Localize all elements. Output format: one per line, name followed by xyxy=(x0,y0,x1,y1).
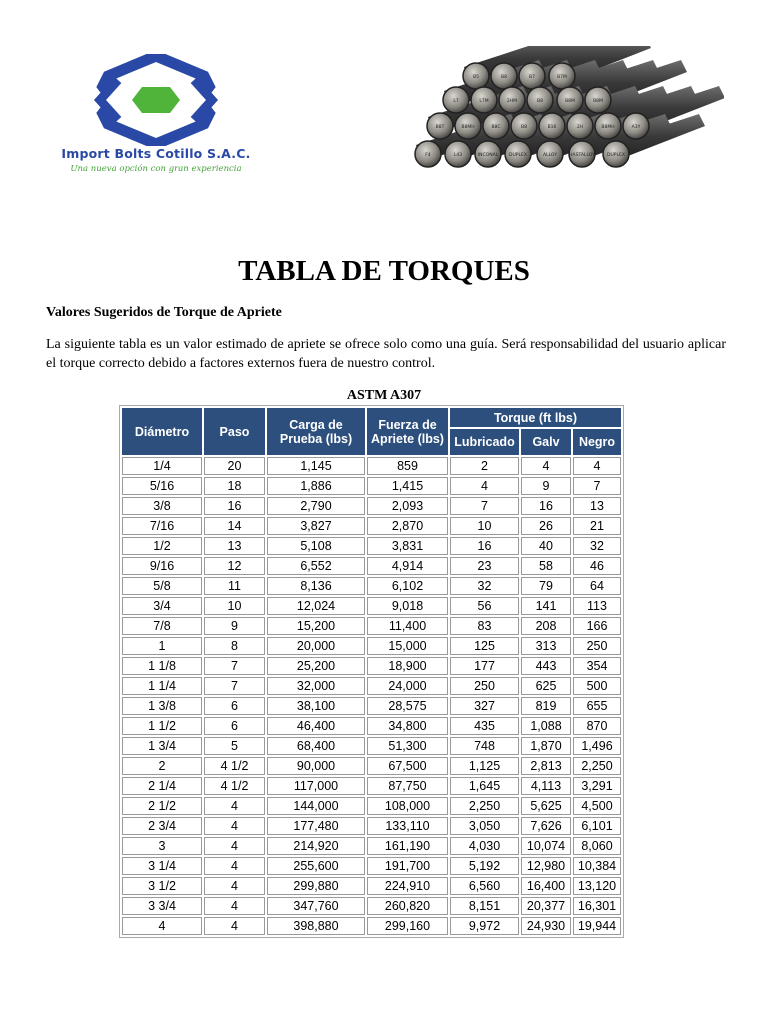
table-row xyxy=(122,717,621,735)
cell-paso: 4 xyxy=(204,917,265,935)
cell-negro: 113 xyxy=(573,597,621,615)
cell-paso: 13 xyxy=(204,537,265,555)
cell-galv: 24,930 xyxy=(521,917,571,935)
cell-paso: 16 xyxy=(204,497,265,515)
cell-lubricado: 8,151 xyxy=(450,897,519,915)
cell-galv: 58 xyxy=(521,557,571,575)
cell-negro: 4,500 xyxy=(573,797,621,815)
cell-paso: 7 xyxy=(204,657,265,675)
company-logo xyxy=(44,54,268,179)
disclaimer-paragraph: La siguiente tabla es un valor estimado de apriete se ofrece solo como una guía. Será responsabilidad del usuario aplicar el torque correcto debido a factores externos fuera de nuestro control. xyxy=(46,337,726,371)
table-body xyxy=(122,457,621,935)
cell-lubricado: 327 xyxy=(450,697,519,715)
cell-lubricado: 2,250 xyxy=(450,797,519,815)
table-row xyxy=(122,617,621,635)
cell-paso: 4 1/2 xyxy=(204,757,265,775)
bolt-head-label: L7M xyxy=(479,99,489,104)
cell-galv: 1,088 xyxy=(521,717,571,735)
cell-carga: 38,100 xyxy=(267,697,365,715)
table-row xyxy=(122,497,621,515)
cell-carga: 2,790 xyxy=(267,497,365,515)
cell-negro: 2,250 xyxy=(573,757,621,775)
cell-galv: 10,074 xyxy=(521,837,571,855)
cell-lubricado: 56 xyxy=(450,597,519,615)
bolt-head-label: DUPLEX xyxy=(509,153,527,158)
cell-paso: 14 xyxy=(204,517,265,535)
bolt-head xyxy=(505,141,531,167)
header-galv: Galv xyxy=(521,429,571,455)
cell-negro: 3,291 xyxy=(573,777,621,795)
bolt-head-label: B8C xyxy=(491,125,501,130)
bolt-head xyxy=(463,63,489,89)
cell-carga: 25,200 xyxy=(267,657,365,675)
cell-diametro: 2 1/4 xyxy=(122,777,202,795)
cell-diametro: 7/16 xyxy=(122,517,202,535)
table-row xyxy=(122,677,621,695)
table-row xyxy=(122,817,621,835)
cell-paso: 5 xyxy=(204,737,265,755)
bolt-head-label: L7 xyxy=(453,99,459,104)
cell-negro: 870 xyxy=(573,717,621,735)
cell-carga: 12,024 xyxy=(267,597,365,615)
cell-paso: 20 xyxy=(204,457,265,475)
cell-fuerza: 24,000 xyxy=(367,677,448,695)
bolt-head-label: INCONAL xyxy=(477,153,499,158)
cell-fuerza: 11,400 xyxy=(367,617,448,635)
bolt-head xyxy=(445,141,471,167)
cell-fuerza: 108,000 xyxy=(367,797,448,815)
table-row xyxy=(122,597,621,615)
cell-paso: 9 xyxy=(204,617,265,635)
cell-fuerza: 161,190 xyxy=(367,837,448,855)
cell-galv: 2,813 xyxy=(521,757,571,775)
bolt-head xyxy=(603,141,629,167)
header-fuerza-apriete: Fuerza de Apriete (lbs) xyxy=(367,408,448,455)
table-row xyxy=(122,637,621,655)
cell-carga: 1,145 xyxy=(267,457,365,475)
cell-fuerza: 191,700 xyxy=(367,857,448,875)
cell-galv: 141 xyxy=(521,597,571,615)
bolt-head-label: B8 xyxy=(501,75,507,80)
cell-carga: 68,400 xyxy=(267,737,365,755)
cell-fuerza: 4,914 xyxy=(367,557,448,575)
cell-lubricado: 23 xyxy=(450,557,519,575)
cell-diametro: 1 1/8 xyxy=(122,657,202,675)
bolt-head-label: B8M xyxy=(565,99,575,104)
bolt-head-label: 2HM xyxy=(506,99,518,104)
cell-fuerza: 18,900 xyxy=(367,657,448,675)
table-row xyxy=(122,477,621,495)
cell-fuerza: 6,102 xyxy=(367,577,448,595)
cell-lubricado: 125 xyxy=(450,637,519,655)
cell-carga: 299,880 xyxy=(267,877,365,895)
bolt-head xyxy=(519,63,545,89)
cell-galv: 5,625 xyxy=(521,797,571,815)
cell-diametro: 3 1/2 xyxy=(122,877,202,895)
bolt-head-label: B8MH xyxy=(601,125,615,130)
section-subtitle: Valores Sugeridos de Torque de Apriete xyxy=(46,305,282,320)
cell-diametro: 1 1/2 xyxy=(122,717,202,735)
cell-carga: 177,480 xyxy=(267,817,365,835)
bolt-head-label: B5 xyxy=(473,75,479,80)
cell-paso: 4 xyxy=(204,897,265,915)
cell-paso: 4 xyxy=(204,857,265,875)
cell-galv: 819 xyxy=(521,697,571,715)
table-title: ASTM A307 xyxy=(346,388,422,403)
header-torque-group: Torque (ft lbs) xyxy=(450,408,621,427)
table-row xyxy=(122,657,621,675)
bolt-head-label: B8 xyxy=(521,125,527,130)
cell-negro: 13 xyxy=(573,497,621,515)
cell-carga: 347,760 xyxy=(267,897,365,915)
cell-galv: 20,377 xyxy=(521,897,571,915)
table-row xyxy=(122,777,621,795)
company-name: Import Bolts Cotillo S.A.C. xyxy=(61,146,251,161)
cell-negro: 250 xyxy=(573,637,621,655)
cell-negro: 10,384 xyxy=(573,857,621,875)
bolt-head xyxy=(443,87,469,113)
bolt-head-label: B7 xyxy=(529,75,535,80)
cell-negro: 13,120 xyxy=(573,877,621,895)
cell-galv: 12,980 xyxy=(521,857,571,875)
cell-diametro: 1 3/4 xyxy=(122,737,202,755)
table-row xyxy=(122,837,621,855)
cell-galv: 1,870 xyxy=(521,737,571,755)
cell-lubricado: 7 xyxy=(450,497,519,515)
cell-carga: 214,920 xyxy=(267,837,365,855)
cell-diametro: 9/16 xyxy=(122,557,202,575)
cell-lubricado: 83 xyxy=(450,617,519,635)
bolt-head xyxy=(537,141,563,167)
cell-negro: 64 xyxy=(573,577,621,595)
cell-galv: 40 xyxy=(521,537,571,555)
cell-carga: 90,000 xyxy=(267,757,365,775)
cell-lubricado: 6,560 xyxy=(450,877,519,895)
cell-fuerza: 87,750 xyxy=(367,777,448,795)
cell-fuerza: 28,575 xyxy=(367,697,448,715)
cell-negro: 1,496 xyxy=(573,737,621,755)
cell-carga: 6,552 xyxy=(267,557,365,575)
cell-paso: 10 xyxy=(204,597,265,615)
cell-paso: 6 xyxy=(204,717,265,735)
cell-diametro: 5/16 xyxy=(122,477,202,495)
cell-galv: 625 xyxy=(521,677,571,695)
cell-paso: 6 xyxy=(204,697,265,715)
header-paso: Paso xyxy=(204,408,265,455)
cell-paso: 4 xyxy=(204,797,265,815)
header-lubricado: Lubricado xyxy=(450,429,519,455)
cell-diametro: 2 3/4 xyxy=(122,817,202,835)
cell-carga: 3,827 xyxy=(267,517,365,535)
table-row xyxy=(122,917,621,935)
cell-carga: 5,108 xyxy=(267,537,365,555)
page-title: TABLA DE TORQUES xyxy=(238,255,530,287)
table-row xyxy=(122,517,621,535)
cell-lubricado: 4 xyxy=(450,477,519,495)
cell-galv: 4,113 xyxy=(521,777,571,795)
cell-galv: 4 xyxy=(521,457,571,475)
cell-diametro: 3/8 xyxy=(122,497,202,515)
cell-fuerza: 51,300 xyxy=(367,737,448,755)
bolt-head xyxy=(567,113,593,139)
cell-paso: 4 1/2 xyxy=(204,777,265,795)
cell-diametro: 1/4 xyxy=(122,457,202,475)
table-row xyxy=(122,537,621,555)
cell-negro: 46 xyxy=(573,557,621,575)
table-row xyxy=(122,557,621,575)
cell-diametro: 1 xyxy=(122,637,202,655)
cell-negro: 19,944 xyxy=(573,917,621,935)
bolt-head-label: HASTALLOY xyxy=(569,153,595,158)
cell-galv: 7,626 xyxy=(521,817,571,835)
cell-lubricado: 1,645 xyxy=(450,777,519,795)
cell-galv: 26 xyxy=(521,517,571,535)
cell-carga: 20,000 xyxy=(267,637,365,655)
cell-lubricado: 177 xyxy=(450,657,519,675)
cell-carga: 398,880 xyxy=(267,917,365,935)
cell-galv: 313 xyxy=(521,637,571,655)
bolt-head xyxy=(569,141,595,167)
bolt-head xyxy=(623,113,649,139)
cell-diametro: 2 xyxy=(122,757,202,775)
cell-diametro: 3 3/4 xyxy=(122,897,202,915)
cell-lubricado: 5,192 xyxy=(450,857,519,875)
cell-paso: 4 xyxy=(204,877,265,895)
cell-negro: 166 xyxy=(573,617,621,635)
cell-carga: 32,000 xyxy=(267,677,365,695)
cell-negro: 354 xyxy=(573,657,621,675)
cell-paso: 4 xyxy=(204,837,265,855)
hexagon-logo-icon xyxy=(44,54,268,146)
torque-table xyxy=(119,405,624,938)
table-row xyxy=(122,457,621,475)
cell-negro: 7 xyxy=(573,477,621,495)
bolt-head xyxy=(549,63,575,89)
bolt-head-label: ALLOY xyxy=(543,153,557,158)
cell-diametro: 3 xyxy=(122,837,202,855)
cell-diametro: 5/8 xyxy=(122,577,202,595)
company-tagline: Una nueva opción con gran experiencia xyxy=(70,164,242,174)
cell-fuerza: 2,870 xyxy=(367,517,448,535)
cell-fuerza: 34,800 xyxy=(367,717,448,735)
bolt-head xyxy=(415,141,441,167)
cell-fuerza: 2,093 xyxy=(367,497,448,515)
cell-lubricado: 10 xyxy=(450,517,519,535)
cell-negro: 500 xyxy=(573,677,621,695)
bolt-head xyxy=(475,141,501,167)
cell-diametro: 4 xyxy=(122,917,202,935)
cell-negro: 655 xyxy=(573,697,621,715)
bolt-head xyxy=(557,87,583,113)
cell-diametro: 1 3/8 xyxy=(122,697,202,715)
cell-fuerza: 15,000 xyxy=(367,637,448,655)
header-carga-prueba: Carga de Prueba (lbs) xyxy=(267,408,365,455)
cell-negro: 16,301 xyxy=(573,897,621,915)
bolt-head-label: L43 xyxy=(453,153,463,158)
cell-carga: 46,400 xyxy=(267,717,365,735)
cell-galv: 9 xyxy=(521,477,571,495)
bolt-head-label: B8MH xyxy=(461,125,475,130)
cell-carga: 8,136 xyxy=(267,577,365,595)
cell-galv: 208 xyxy=(521,617,571,635)
bolt-head xyxy=(585,87,611,113)
cell-fuerza: 67,500 xyxy=(367,757,448,775)
cell-paso: 11 xyxy=(204,577,265,595)
bolt-head xyxy=(427,113,453,139)
bolt-head xyxy=(511,113,537,139)
cell-negro: 32 xyxy=(573,537,621,555)
table-row xyxy=(122,877,621,895)
bolt-head xyxy=(455,113,481,139)
cell-galv: 16,400 xyxy=(521,877,571,895)
cell-fuerza: 1,415 xyxy=(367,477,448,495)
cell-carga: 117,000 xyxy=(267,777,365,795)
cell-diametro: 2 1/2 xyxy=(122,797,202,815)
cell-carga: 144,000 xyxy=(267,797,365,815)
cell-negro: 6,101 xyxy=(573,817,621,835)
cell-fuerza: 133,110 xyxy=(367,817,448,835)
cell-lubricado: 4,030 xyxy=(450,837,519,855)
bolt-head-label: B8T xyxy=(435,125,445,130)
cell-lubricado: 3,050 xyxy=(450,817,519,835)
cell-fuerza: 9,018 xyxy=(367,597,448,615)
cell-diametro: 3 1/4 xyxy=(122,857,202,875)
bolt-head-label: B8 xyxy=(537,99,543,104)
cell-fuerza: 299,160 xyxy=(367,917,448,935)
table-row xyxy=(122,797,621,815)
cell-negro: 21 xyxy=(573,517,621,535)
cell-lubricado: 748 xyxy=(450,737,519,755)
cell-lubricado: 250 xyxy=(450,677,519,695)
cell-fuerza: 859 xyxy=(367,457,448,475)
header-diametro: Diámetro xyxy=(122,408,202,455)
bolt-head xyxy=(483,113,509,139)
cell-lubricado: 435 xyxy=(450,717,519,735)
table-row xyxy=(122,737,621,755)
bolts-photo xyxy=(406,46,724,218)
bolt-head-label: B16 xyxy=(547,125,557,130)
cell-carga: 1,886 xyxy=(267,477,365,495)
cell-diametro: 7/8 xyxy=(122,617,202,635)
cell-lubricado: 2 xyxy=(450,457,519,475)
cell-diametro: 1 1/4 xyxy=(122,677,202,695)
cell-galv: 16 xyxy=(521,497,571,515)
cell-lubricado: 1,125 xyxy=(450,757,519,775)
cell-fuerza: 224,910 xyxy=(367,877,448,895)
table-row xyxy=(122,697,621,715)
bolt-head-label: DUPLEX xyxy=(607,153,625,158)
cell-negro: 8,060 xyxy=(573,837,621,855)
table-row xyxy=(122,897,621,915)
bolt-head xyxy=(539,113,565,139)
cell-lubricado: 9,972 xyxy=(450,917,519,935)
bolt-head-label: A3Y xyxy=(631,125,641,130)
cell-fuerza: 3,831 xyxy=(367,537,448,555)
cell-galv: 443 xyxy=(521,657,571,675)
cell-paso: 8 xyxy=(204,637,265,655)
cell-fuerza: 260,820 xyxy=(367,897,448,915)
bolt-head-label: B8M xyxy=(593,99,603,104)
cell-diametro: 3/4 xyxy=(122,597,202,615)
cell-paso: 4 xyxy=(204,817,265,835)
cell-paso: 12 xyxy=(204,557,265,575)
cell-carga: 255,600 xyxy=(267,857,365,875)
bolt-head xyxy=(471,87,497,113)
bolt-head xyxy=(499,87,525,113)
bolt-head xyxy=(527,87,553,113)
bolt-head-label: 2H xyxy=(576,125,584,130)
table-header xyxy=(122,408,621,455)
bolt-head xyxy=(595,113,621,139)
bolt-head-label: B7M xyxy=(557,75,567,80)
table-row xyxy=(122,857,621,875)
header-negro: Negro xyxy=(573,429,621,455)
cell-negro: 4 xyxy=(573,457,621,475)
table-row xyxy=(122,757,621,775)
cell-galv: 79 xyxy=(521,577,571,595)
cell-paso: 18 xyxy=(204,477,265,495)
cell-carga: 15,200 xyxy=(267,617,365,635)
cell-lubricado: 32 xyxy=(450,577,519,595)
cell-diametro: 1/2 xyxy=(122,537,202,555)
bolt-head-label: F4 xyxy=(425,153,431,158)
bolts-bundle-image xyxy=(406,46,724,218)
cell-lubricado: 16 xyxy=(450,537,519,555)
cell-paso: 7 xyxy=(204,677,265,695)
bolt-head xyxy=(491,63,517,89)
table-row xyxy=(122,577,621,595)
